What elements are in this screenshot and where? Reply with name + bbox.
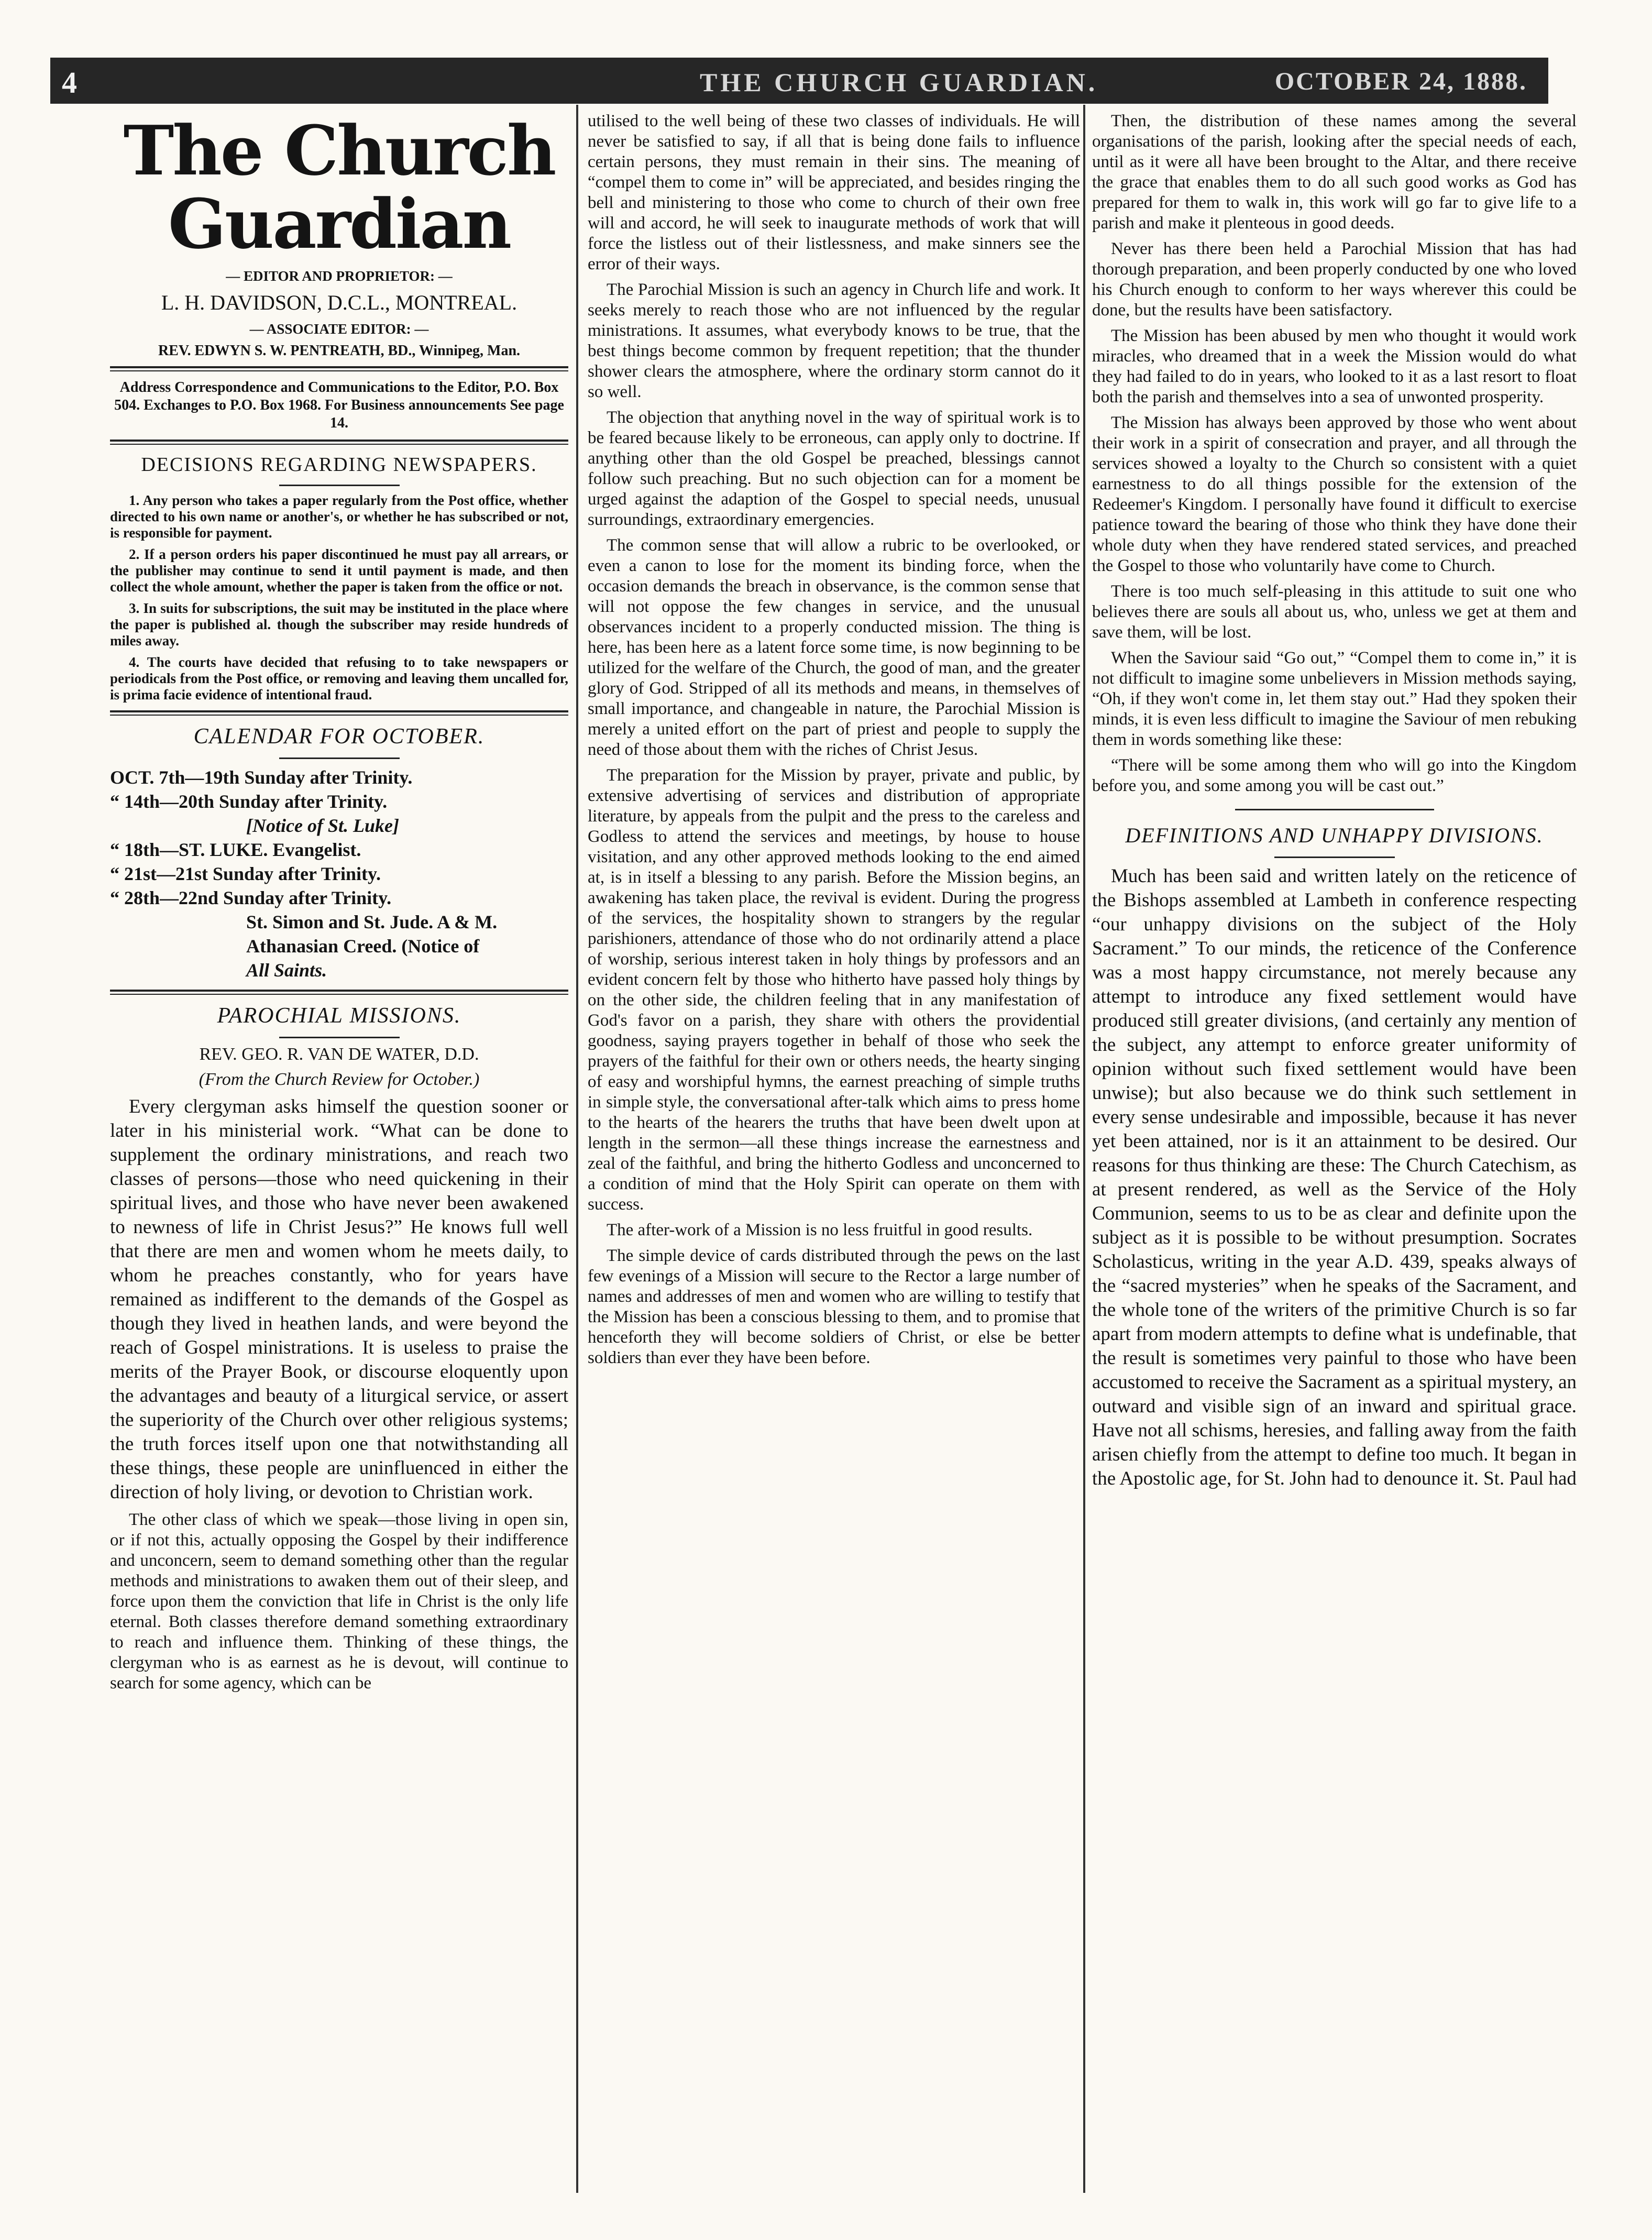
- article-paragraph: The preparation for the Mission by prayer, private and public, by extensive advertising of services and distribution of appropriate literature, by appeals from the pulpit and the press to the careless and Godless to attend the services and meetings, by house to house visitation, and any other approved methods looking to the end aimed at, is in itself a blessing to any parish. Before the Mission begins, an awakening has taken place, the revival is evident. During the progress of the services, the hospitality shown to strangers by the regular parishioners, attendance of those who do not ordinarily attend a place of worship, serious interest taken in holy things by professors and an evident concern felt by those who hitherto have passed holy things by on the other side, the children feeling that in any manifestation of God's favor on a parish, they share with others the providential goodness, saying prayers together in behalf of those who seek the prayers of the faithful for their own or others needs, the hearty singing of easy and worshipful hymns, the earnest preaching of simple truths in simple style, the conversational after-talk which aims to press home to the hearts of the hearers the truths that have been dwelt upon at length in the sermon—all these things increase the earnestness and zeal of the faithful, and bring the hitherto Godless and unconcerned to a condition of mind that the Holy Spirit can operate on them with success.: [588, 766, 1080, 1214]
- associate-name: REV. EDWYN S. W. PENTREATH, BD., Winnipeg, Man.: [158, 343, 521, 359]
- paper-title: The Church Guardian: [123, 111, 555, 264]
- decision-item: 3. In suits for subscriptions, the suit may be instituted in the place where the paper is published al. though the subscriber may reside hundreds of miles away.: [110, 600, 568, 649]
- article-source: (From the Church Review for October.): [199, 1070, 480, 1089]
- rule: [110, 990, 568, 995]
- rule: [279, 757, 400, 759]
- article-paragraph: Then, the distribution of these names among the several organisations of the parish, looking after the special needs of each, until as it were all have been brought to the Altar, and there receive the grace that enables them to do all such good works as God has prepared for them to walk in, this work will go far to give life to a parish and make it plenteous in good deeds.: [1092, 112, 1577, 233]
- editor-label: — EDITOR AND PROPRIETOR: —: [226, 268, 453, 284]
- article-paragraph: The simple device of cards distributed through the pews on the last few evenings of a Mission will secure to the Rector a large number of names and addresses of men and women who are willing to testify that the Mission has been a conscious blessing to them, and to promise that henceforth they will become soldiers of Christ, or else be better soldiers than ever they have been before.: [588, 1246, 1080, 1367]
- calendar-line: [Notice of St. Luke]: [246, 815, 399, 836]
- decisions-heading: DECISIONS REGARDING NEWSPAPERS.: [141, 454, 537, 476]
- column-rule: [576, 105, 578, 2193]
- running-header: [50, 58, 1548, 104]
- calendar-line: “ 21st—21st Sunday after Trinity.: [110, 863, 381, 884]
- paper-name: THE CHURCH GUARDIAN.: [700, 68, 1098, 97]
- rule: [110, 710, 568, 716]
- definitions-heading: DEFINITIONS AND UNHAPPY DIVISIONS.: [1125, 823, 1544, 847]
- article-author: REV. GEO. R. VAN DE WATER, D.D.: [199, 1045, 479, 1064]
- column-3: [1092, 111, 1577, 2198]
- article-paragraph: The after-work of a Mission is no less fruitful in good results.: [607, 1221, 1033, 1239]
- rule: [1274, 857, 1395, 858]
- article-paragraph: When the Saviour said “Go out,” “Compel them to come in,” it is not difficult to imagine some unbelievers in Mission methods saying, “Oh, if they won't come in, let them stay out.” Had they spoken their minds, it is even less difficult to imagine the Saviour of men rebuking them in words something like these:: [1092, 649, 1577, 749]
- article-paragraph: The other class of which we speak—those living in open sin, or if not this, actually opposing the Gospel by their indifference and unconcern, seem to demand something other than the regular methods and ministrations to awaken them out of their sleep, and force upon them the conviction that life in Christ is the only life eternal. Both classes therefore demand something extraordinary to reach and influence them. Thinking of these things, the clergyman who is as earnest as he is devout, will continue to search for some agency, which can be: [110, 1510, 568, 1693]
- rule: [110, 366, 568, 371]
- calendar-line: “ 28th—22nd Sunday after Trinity.: [110, 887, 392, 908]
- rule: [110, 440, 568, 445]
- editor-name: L. H. DAVIDSON, D.C.L., MONTREAL.: [161, 291, 517, 314]
- missions-heading: PAROCHIAL MISSIONS.: [217, 1004, 461, 1028]
- rule: [279, 485, 400, 486]
- article-paragraph: The Mission has been abused by men who thought it would work miracles, who dreamed that in a week the Mission would do what they had failed to do in years, who looked to it as a last resort to float both the parish and themselves into a sea of unwonted prosperity.: [1092, 326, 1577, 407]
- article-paragraph: Every clergyman asks himself the question sooner or later in his ministerial work. “What can be done to supplement the ordinary ministrations, and reach two classes of persons—those who need quickening in their spiritual lives, and those who have never been awakened to newness of life in Christ Jesus?” He knows full well that there are men and women whom he meets daily, to whom he preaches constantly, who for years have remained as indifferent to the demands of the Gospel as though they lived in heathen lands, and were beyond the reach of Gospel ministrations. It is useless to praise the merits of the Prayer Book, or discourse eloquently upon the advantages and beauty of a liturgical service, or assert the superiority of the Church over other religious systems; the truth forces itself upon one that notwithstanding all these things, these people are uninfluenced in either the direction of holy living, or devotion to Christian work.: [110, 1096, 568, 1503]
- calendar-line: St. Simon and St. Jude. A & M.: [246, 912, 498, 932]
- article-paragraph: utilised to the well being of these two classes of individuals. He will never be satisfied to say, if all that is being done fails to influence certain persons, they must remain in their sins. The meaning of “compel them to come in” will be appreciated, and besides ringing the bell and ministering to those who come to church of their own free will and accord, he will seek to inaugurate methods of work that will force the listless out of their listlessness, and make sinners see the error of their ways.: [588, 112, 1080, 273]
- issue-date: OCTOBER 24, 1888.: [1274, 68, 1527, 95]
- address-note: Address Correspondence and Communications to the Editor, P.O. Box 504. Exchanges to P.O. Box 1968. For Business announcements See page 14.: [114, 379, 564, 431]
- calendar-line: OCT. 7th—19th Sunday after Trinity.: [110, 767, 413, 788]
- rule: [279, 1037, 400, 1038]
- decision-item: 1. Any person who takes a paper regularly from the Post office, whether directed to his own name or another's, or whether he has subscribed or not, is responsible for payment.: [110, 492, 568, 541]
- decision-item: 2. If a person orders his paper discontinued he must pay all arrears, or the publisher may continue to send it until payment is made, and then collect the whole amount, whether the paper is taken from the office or not.: [110, 546, 568, 595]
- article-paragraph: The objection that anything novel in the way of spiritual work is to be feared because likely to be erroneous, can apply only to doctrine. If anything other than the old Gospel be preached, blessings cannot follow such preaching. But no such objection can for a moment be urged against the adaption of the Gospel to special needs, unusual surroundings, extraordinary emergencies.: [588, 408, 1080, 529]
- associate-label: — ASSOCIATE EDITOR: —: [249, 321, 429, 337]
- rule: [1235, 809, 1434, 810]
- article-paragraph: Much has been said and written lately on the reticence of the Bishops assembled at Lambeth in conference respecting “our unhappy divisions on the subject of the Holy Sacrament.” To our minds, the reticence of the Conference was a most happy circumstance, not merely because any attempt to introduce any fixed settlement would have produced still greater divisions, (and certainly any mention of the subject, any attempt to enforce greater uniformity of opinion without such fixed settlement would have been unwise); but also because we do think such settlement in every sense undesirable and impossible, because it has never yet been attained, nor is it an attainment to be desired. Our reasons for thus thinking are these: The Church Catechism, as at present rendered, as well as the Service of the Holy Communion, seems to us to be as clear and definite upon the subject as it is possible to be without presumption. Socrates Scholasticus, writing in the year A.D. 439, speaks always of the “sacred mysteries” when he speaks of the Sacrament, and the whole tone of the writers of the primitive Church is so far apart from modern attempts to define what is undefinable, that the result is sometimes very painful to those who have been accustomed to receive the Sacrament as a spiritual mystery, an outward and visible sign of an inward and spiritual grace. Have not all schisms, heresies, and falling away from the faith arisen chiefly from the attempt to define too much. It began in the Apostolic age, for St. John had to denounce it. St. Paul had: [1092, 865, 1577, 1489]
- article-paragraph: Never has there been held a Parochial Mission that has had thorough preparation, and been properly conducted by one who loved his Church enough to conform to her ways wherever this could be done, but the results have been satisfactory.: [1092, 239, 1577, 320]
- article-paragraph: The common sense that will allow a rubric to be overlooked, or even a canon to lose for the moment its binding force, when the occasion demands the breach in observance, is the common sense that will not oppose the few changes in service, and the unusual observances incident to a properly conducted mission. The thing is here, has been here as a latent force some time, is now beginning to be utilized for the welfare of the Church, the good of man, and the greater glory of God. Stripped of all its methods and means, in themselves of small importance, and changeable in nature, the Parochial Mission is merely a united effort on the part of priest and people to supply the need of those about them with the riches of Christ Jesus.: [588, 536, 1080, 759]
- page-number: 4: [62, 65, 77, 100]
- decision-item: 4. The courts have decided that refusing to to take newspapers or periodicals from the Post office, or removing and leaving them uncalled for, is prima facie evidence of intentional fraud.: [110, 654, 568, 702]
- column-2: [588, 111, 1080, 2198]
- calendar-line: “ 18th—ST. LUKE. Evangelist.: [110, 839, 361, 860]
- article-paragraph: There is too much self-pleasing in this attitude to suit one who believes there are souls all about us, who, unless we get at them and save them, will be lost.: [1092, 582, 1577, 642]
- article-paragraph: The Parochial Mission is such an agency in Church life and work. It seeks merely to reach those who are not influenced by the regular ministrations. It assumes, what everybody knows to be true, that the best things become common by frequent repetition; that the thunder shower clears the atmosphere, where the ordinary storm cannot do it so well.: [588, 280, 1080, 401]
- calendar-line: “ 14th—20th Sunday after Trinity.: [110, 791, 388, 812]
- calendar-list: [110, 765, 568, 982]
- calendar-line: Athanasian Creed. (Notice of: [246, 936, 480, 957]
- column-1: [110, 111, 568, 2198]
- article-paragraph: “There will be some among them who will go into the Kingdom before you, and some among you will be cast out.”: [1092, 756, 1577, 795]
- calendar-heading: CALENDAR FOR OCTOBER.: [193, 724, 485, 749]
- column-rule: [1083, 105, 1085, 2193]
- calendar-line: All Saints.: [246, 960, 327, 981]
- article-paragraph: The Mission has always been approved by those who went about their work in a spirit of consecration and prayer, and all through the services showed a loyalty to the Church so consistent with a quiet earnestness to do all things possible for the extension of the Redeemer's Kingdom. I personally have found it difficult to exercise patience toward the bearing of those who think they have done their whole duty when they have rendered stated services, and preached the Gospel to those who voluntarily have come to Church.: [1092, 413, 1577, 575]
